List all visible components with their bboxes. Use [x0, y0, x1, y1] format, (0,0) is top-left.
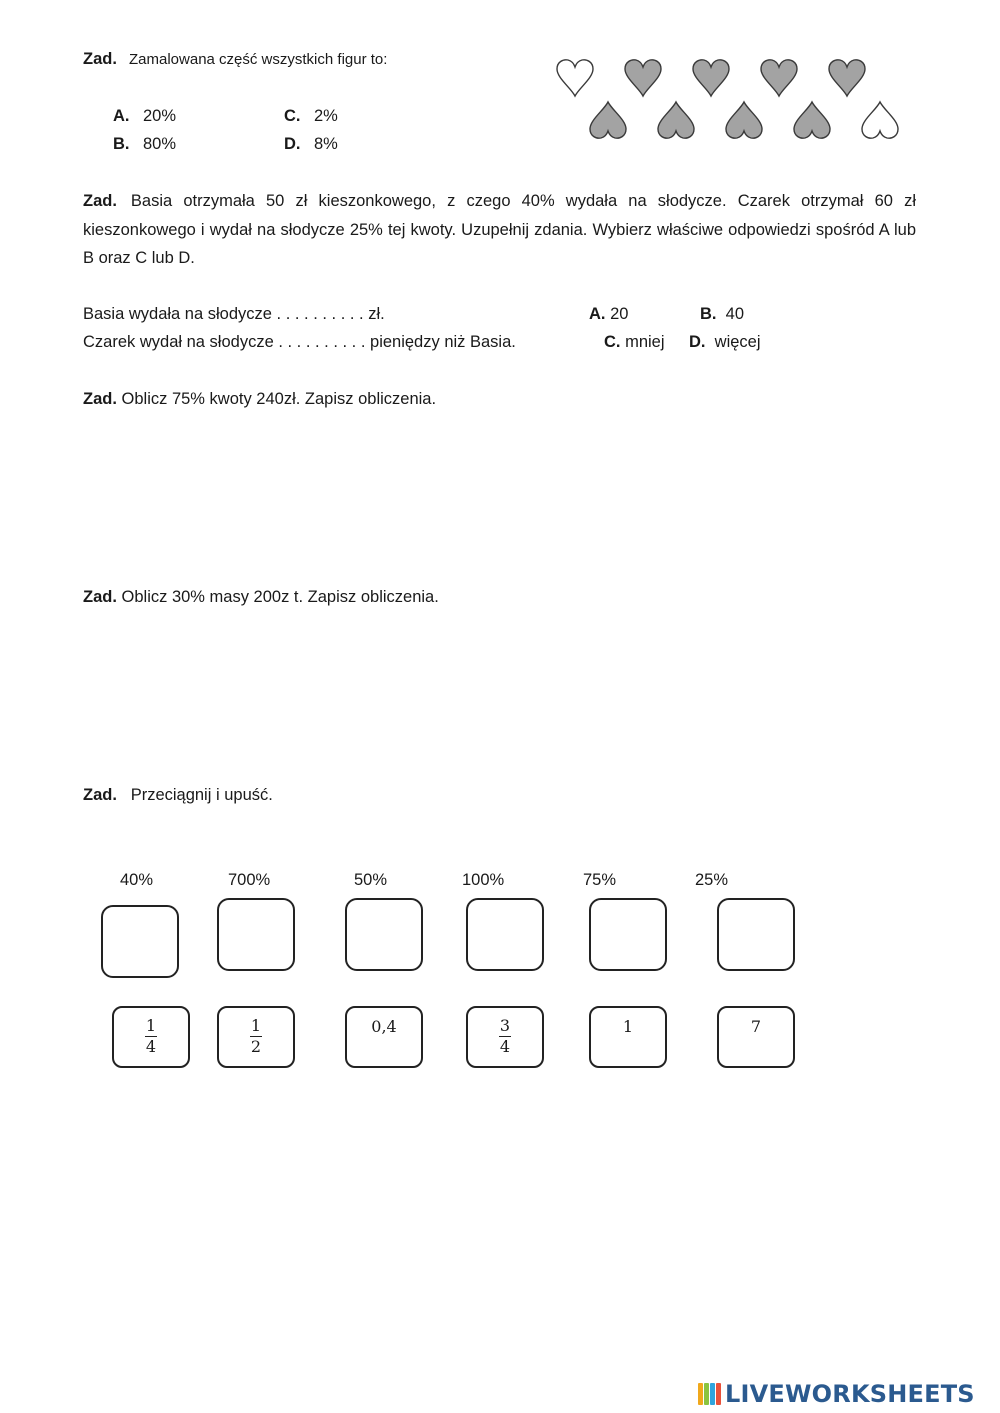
- choice-value: 20: [610, 305, 629, 323]
- drop-box-3[interactable]: [345, 898, 423, 971]
- task4-label: Zad.: [83, 588, 117, 606]
- option-letter: B.: [113, 135, 130, 153]
- logo-stripe: [710, 1383, 715, 1405]
- drag-tile-5[interactable]: [589, 1006, 667, 1068]
- empty-heart-icon: [862, 102, 898, 138]
- logo-text: LIVEWORKSHEETS: [725, 1380, 975, 1408]
- fraction: [498, 1016, 512, 1057]
- hearts-figure: [540, 52, 925, 152]
- shaded-heart-icon: [693, 60, 729, 96]
- option-letter: D.: [284, 135, 301, 153]
- task1-option-d: [284, 135, 338, 154]
- liveworksheets-logo[interactable]: [698, 1381, 975, 1407]
- option-value: 2%: [314, 107, 338, 125]
- drop-box-2[interactable]: [217, 898, 295, 971]
- percent-label: 40%: [120, 871, 154, 889]
- drag-tile-4[interactable]: [466, 1006, 544, 1068]
- option-value: 8%: [314, 135, 338, 153]
- drop-box-6[interactable]: [717, 898, 795, 971]
- task1-option-a: [113, 107, 176, 126]
- choice-d[interactable]: [689, 333, 761, 352]
- task2-text: Basia otrzymała 50 zł kieszonkowego, z czego 40% wydała na słodycze. Czarek otrzymał 60 zł kieszonkowego i wydał na słodycze 25% tej kwoty. Uzupełnij zdania. Wybierz właściwe odpowiedzi spośród A lub B oraz C lub D.: [83, 192, 916, 267]
- drop-box-1[interactable]: [101, 905, 179, 978]
- logo-stripe: [716, 1383, 721, 1405]
- choice-letter: C.: [604, 333, 621, 351]
- task3: [83, 390, 436, 409]
- drag-tile-6[interactable]: [717, 1006, 795, 1068]
- drop-box-4[interactable]: [466, 898, 544, 971]
- denominator: 2: [250, 1037, 262, 1056]
- task1-option-c: [284, 107, 338, 126]
- task2-label: Zad.: [83, 192, 117, 210]
- tile-value: 1: [622, 1017, 634, 1036]
- percent-label: 700%: [228, 871, 271, 889]
- fraction: [249, 1016, 263, 1057]
- task1-option-b: [113, 135, 176, 154]
- task4-text: Oblicz 30% masy 200z t. Zapisz obliczenia.: [121, 588, 439, 606]
- denominator: 4: [145, 1037, 157, 1056]
- drag-tile-1[interactable]: [112, 1006, 190, 1068]
- option-value: 80%: [143, 135, 177, 153]
- choice-letter: B.: [700, 305, 717, 323]
- drag-tile-2[interactable]: [217, 1006, 295, 1068]
- shaded-heart-icon: [658, 102, 694, 138]
- tile-value: 0,4: [371, 1017, 397, 1036]
- shaded-heart-icon: [761, 60, 797, 96]
- task5-label: Zad.: [83, 786, 117, 804]
- option-letter: C.: [284, 107, 301, 125]
- percent-label: 25%: [695, 871, 729, 889]
- numerator: 1: [250, 1016, 262, 1035]
- task3-text: Oblicz 75% kwoty 240zł. Zapisz obliczenia.: [121, 390, 437, 408]
- choice-a[interactable]: [589, 305, 628, 324]
- shaded-heart-icon: [794, 102, 830, 138]
- shaded-heart-icon: [726, 102, 762, 138]
- percent-label: 50%: [354, 871, 388, 889]
- basia-sentence: Basia wydała na słodycze . . . . . . . . . . zł.: [83, 305, 385, 323]
- choice-letter: A.: [589, 305, 606, 323]
- task1-question: Zamalowana część wszystkich figur to:: [129, 51, 388, 68]
- czarek-sentence: Czarek wydał na słodycze . . . . . . . . . . pieniędzy niż Basia.: [83, 333, 516, 351]
- logo-stripe: [704, 1383, 709, 1405]
- numerator: 3: [499, 1016, 511, 1035]
- choice-value: mniej: [625, 333, 665, 351]
- choice-c[interactable]: [604, 333, 665, 352]
- percent-label: 75%: [583, 871, 617, 889]
- option-value: 20%: [143, 107, 177, 125]
- tile-value: 7: [750, 1017, 762, 1036]
- shaded-heart-icon: [829, 60, 865, 96]
- task5-text: Przeciągnij i upuść.: [130, 786, 273, 804]
- choice-letter: D.: [689, 333, 706, 351]
- task4: [83, 588, 439, 607]
- percent-label: 100%: [462, 871, 505, 889]
- numerator: 1: [145, 1016, 157, 1035]
- task1-label: Zad.: [83, 50, 117, 68]
- empty-heart-icon: [557, 60, 593, 96]
- drag-tile-3[interactable]: [345, 1006, 423, 1068]
- denominator: 4: [499, 1037, 511, 1056]
- logo-stripe: [698, 1383, 703, 1405]
- task3-label: Zad.: [83, 390, 117, 408]
- option-letter: A.: [113, 107, 130, 125]
- choice-b[interactable]: [700, 305, 744, 324]
- shaded-heart-icon: [625, 60, 661, 96]
- shaded-heart-icon: [590, 102, 626, 138]
- choice-value: 40: [725, 305, 745, 323]
- logo-mark-icon: [698, 1382, 722, 1406]
- choice-value: więcej: [714, 333, 761, 351]
- task2-paragraph: [83, 187, 916, 273]
- drop-box-5[interactable]: [589, 898, 667, 971]
- fraction: [144, 1016, 158, 1057]
- task5: [83, 786, 273, 805]
